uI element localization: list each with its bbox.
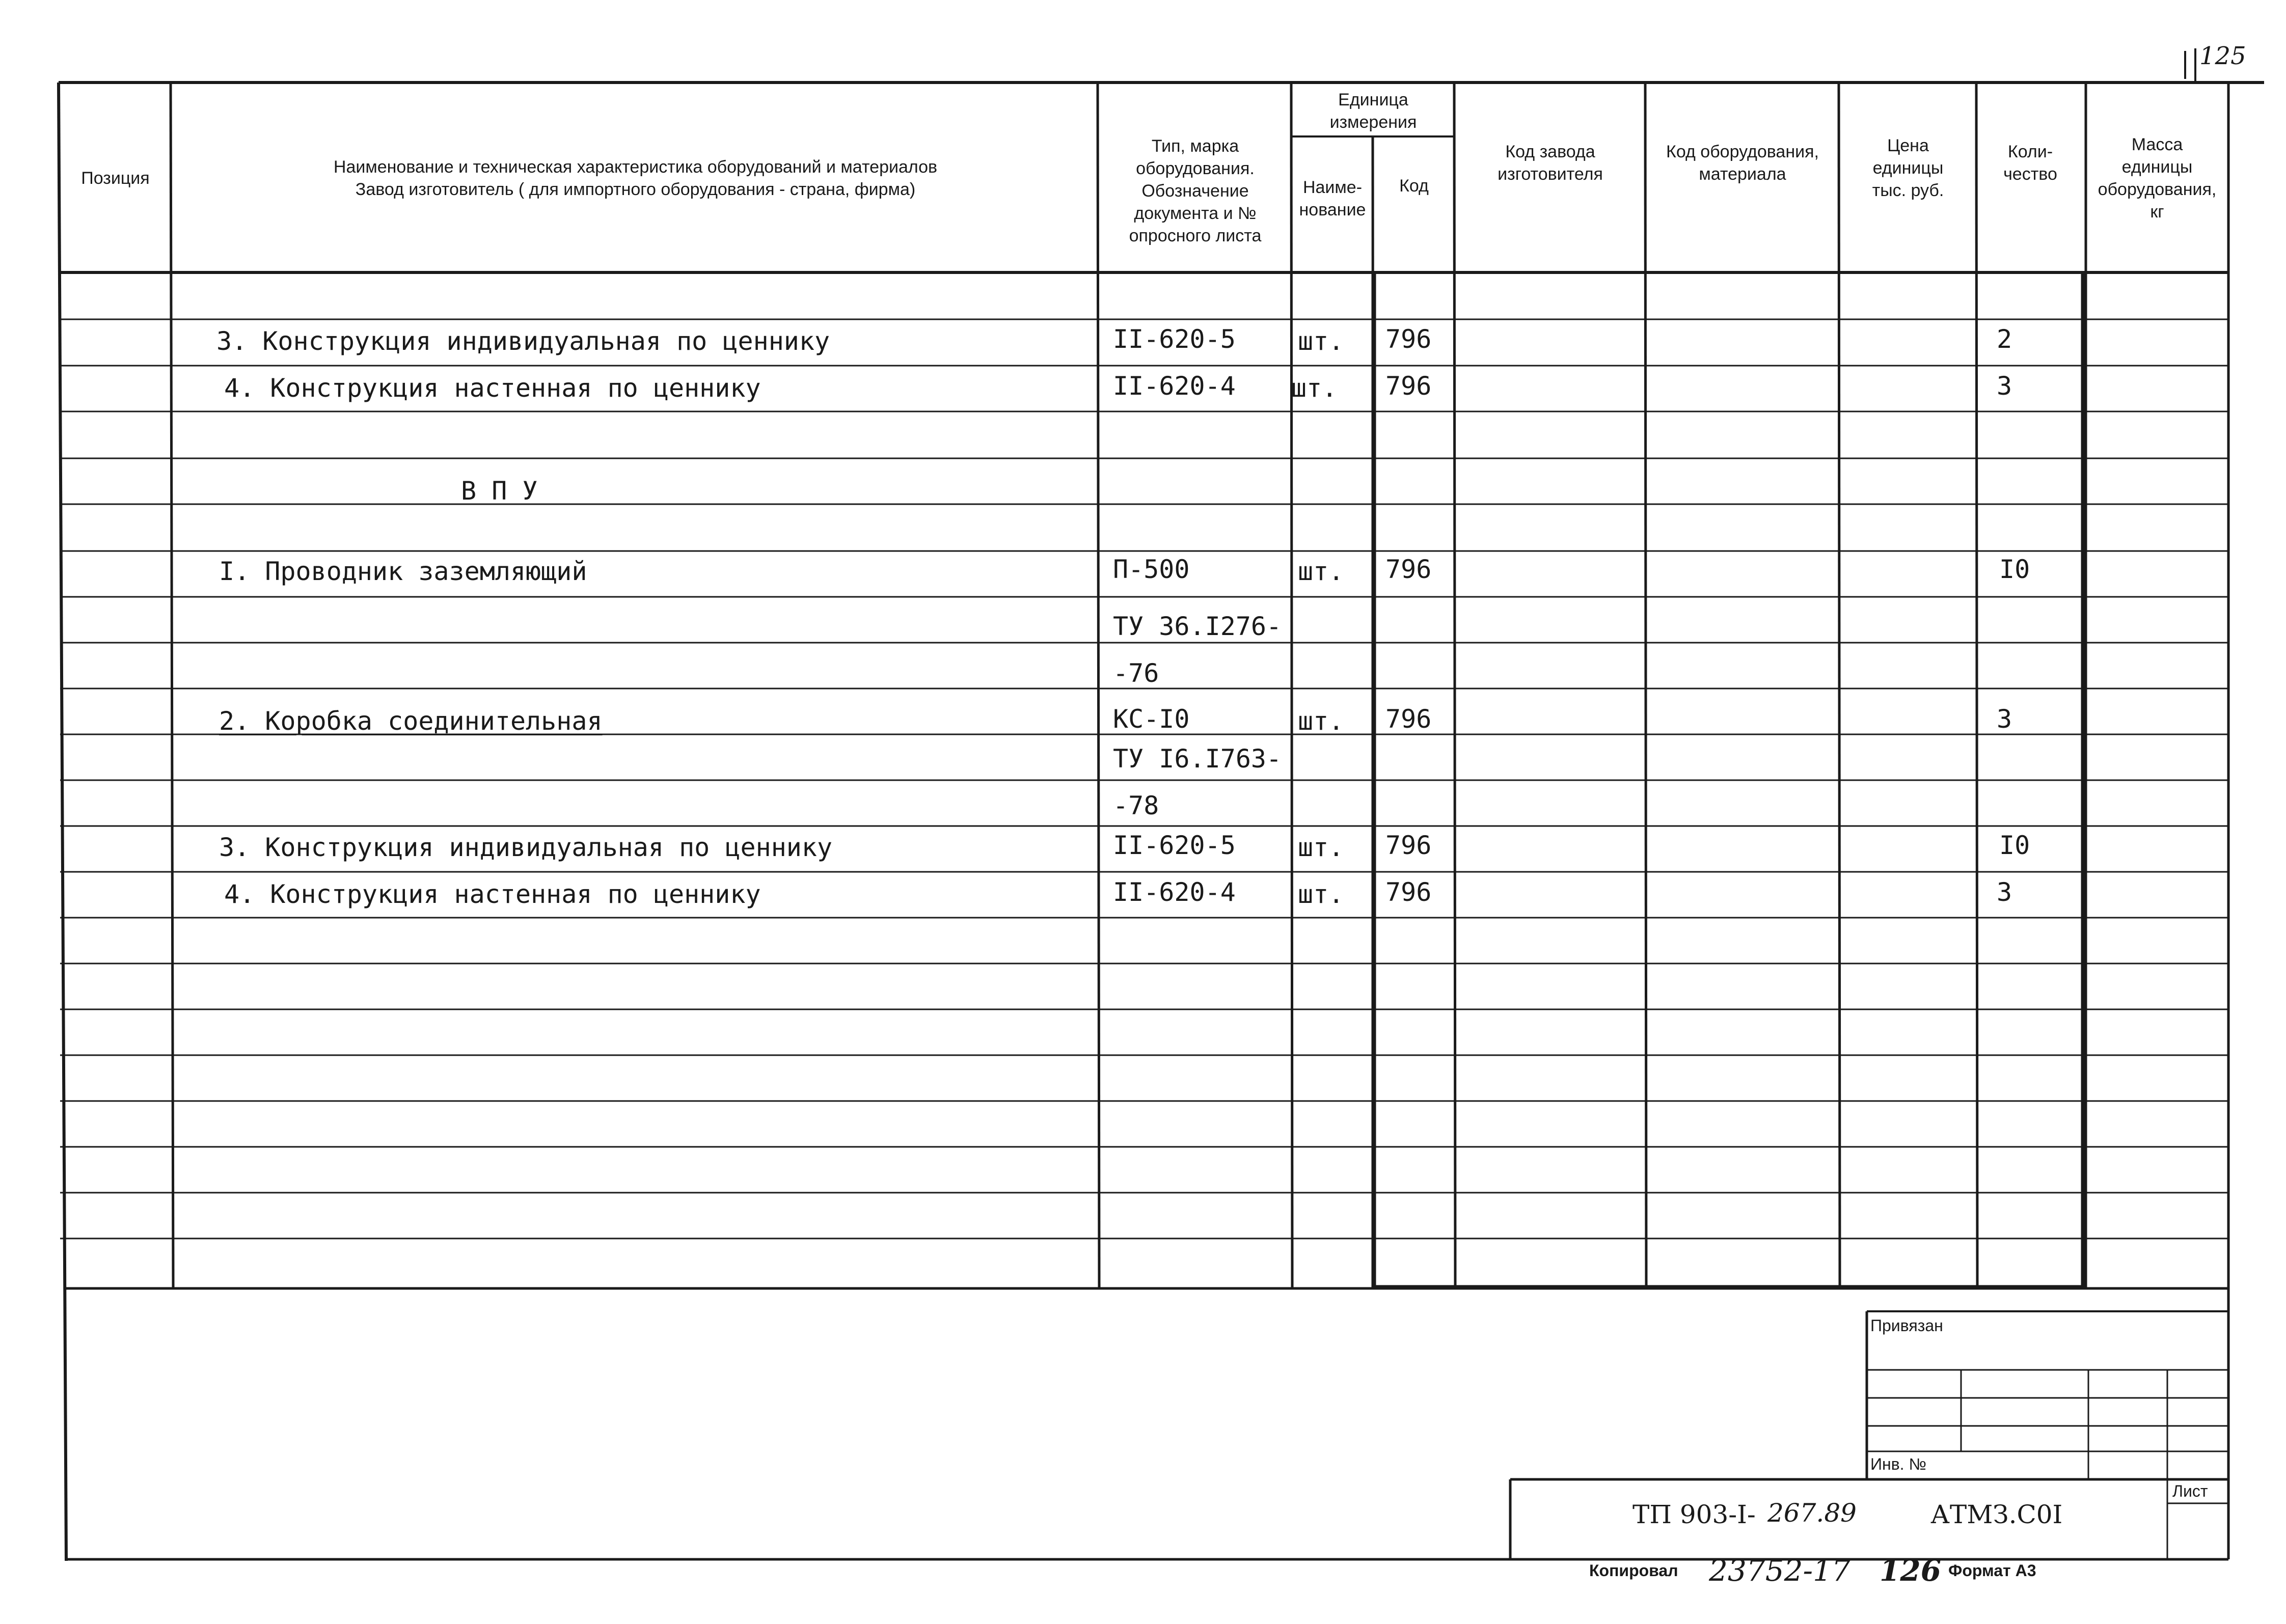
row-type: -78	[1113, 791, 1159, 820]
sheet-number: 126	[1880, 1553, 1942, 1588]
row-type: ТУ I6.I763-	[1113, 744, 1282, 774]
row-unit: шт.	[1298, 833, 1344, 862]
row-qty: 3	[1997, 704, 2012, 734]
designation-code: АТМЗ.С0I	[1930, 1500, 2063, 1529]
handwritten-page-number: 125	[2199, 42, 2246, 70]
row-name: 3. Конструкция индивидуальная по ценнику	[216, 326, 830, 356]
row-type: II-620-4	[1113, 371, 1236, 401]
row-code: 796	[1385, 704, 1432, 734]
row-unit: шт.	[1291, 373, 1338, 403]
header-name: Наименование и техническая характеристика оборудований и материалов Завод изготовитель ( для импортного оборудования - страна, фирма)	[333, 157, 938, 199]
row-type: II-620-5	[1113, 324, 1236, 354]
row-type: КС-I0	[1113, 704, 1190, 734]
section-title: В П У	[461, 476, 538, 506]
row-code: 796	[1385, 877, 1432, 907]
row-type: II-620-4	[1113, 877, 1236, 907]
row-type: -76	[1113, 658, 1159, 688]
header-unit-group: Единица измерения	[1329, 90, 1417, 132]
inventory-number-label: Инв. №	[1870, 1455, 1926, 1473]
row-name: 2. Коробка соединительная	[219, 706, 603, 736]
designation-prefix: ТП 903-I-	[1632, 1500, 1756, 1529]
row-qty: 3	[1997, 371, 2012, 401]
row-code: 796	[1385, 831, 1432, 860]
row-qty: I0	[1999, 555, 2030, 584]
row-type: П-500	[1113, 555, 1190, 584]
header-price: Цена единицы тыс. руб.	[1872, 136, 1944, 200]
header-factory-code: Код завода изготовителя	[1498, 142, 1603, 184]
row-code: 796	[1385, 371, 1432, 401]
row-unit: шт.	[1298, 879, 1344, 909]
row-qty: I0	[1999, 831, 2030, 860]
row-unit: шт.	[1298, 557, 1344, 586]
row-name: 4. Конструкция настенная по ценнику	[224, 879, 761, 909]
bound-label: Привязан	[1870, 1316, 1943, 1335]
sheet-label: Лист	[2172, 1482, 2208, 1500]
row-unit: шт.	[1298, 326, 1344, 356]
copied-label: Копировал	[1589, 1561, 1678, 1580]
row-code: 796	[1385, 324, 1432, 354]
header-unit-name: Наиме- нование	[1299, 178, 1366, 219]
header-quantity: Коли- чество	[2003, 142, 2057, 184]
row-name: 4. Конструкция настенная по ценнику	[224, 373, 761, 403]
row-qty: 3	[1997, 877, 2012, 907]
row-code: 796	[1385, 555, 1432, 584]
format-label: Формат А3	[1948, 1561, 2036, 1580]
row-type: II-620-5	[1113, 831, 1236, 860]
designation-handwritten: 267.89	[1767, 1498, 1857, 1528]
row-name: 3. Конструкция индивидуальная по ценнику	[219, 833, 833, 862]
header-type: Тип, марка оборудования. Обозначение документа и № опросного листа	[1129, 136, 1262, 245]
copied-number: 23752-17	[1709, 1553, 1850, 1588]
header-position: Позиция	[81, 169, 150, 188]
header-unit-code: Код	[1399, 176, 1429, 196]
row-qty: 2	[1997, 324, 2012, 354]
row-name: I. Проводник заземляющий	[219, 557, 587, 586]
header-mass: Масса единицы оборудования, кг	[2098, 135, 2217, 222]
row-type: ТУ 36.I276-	[1113, 612, 1282, 641]
row-unit: шт.	[1298, 706, 1344, 736]
header-equipment-code: Код оборудования, материала	[1666, 142, 1819, 184]
